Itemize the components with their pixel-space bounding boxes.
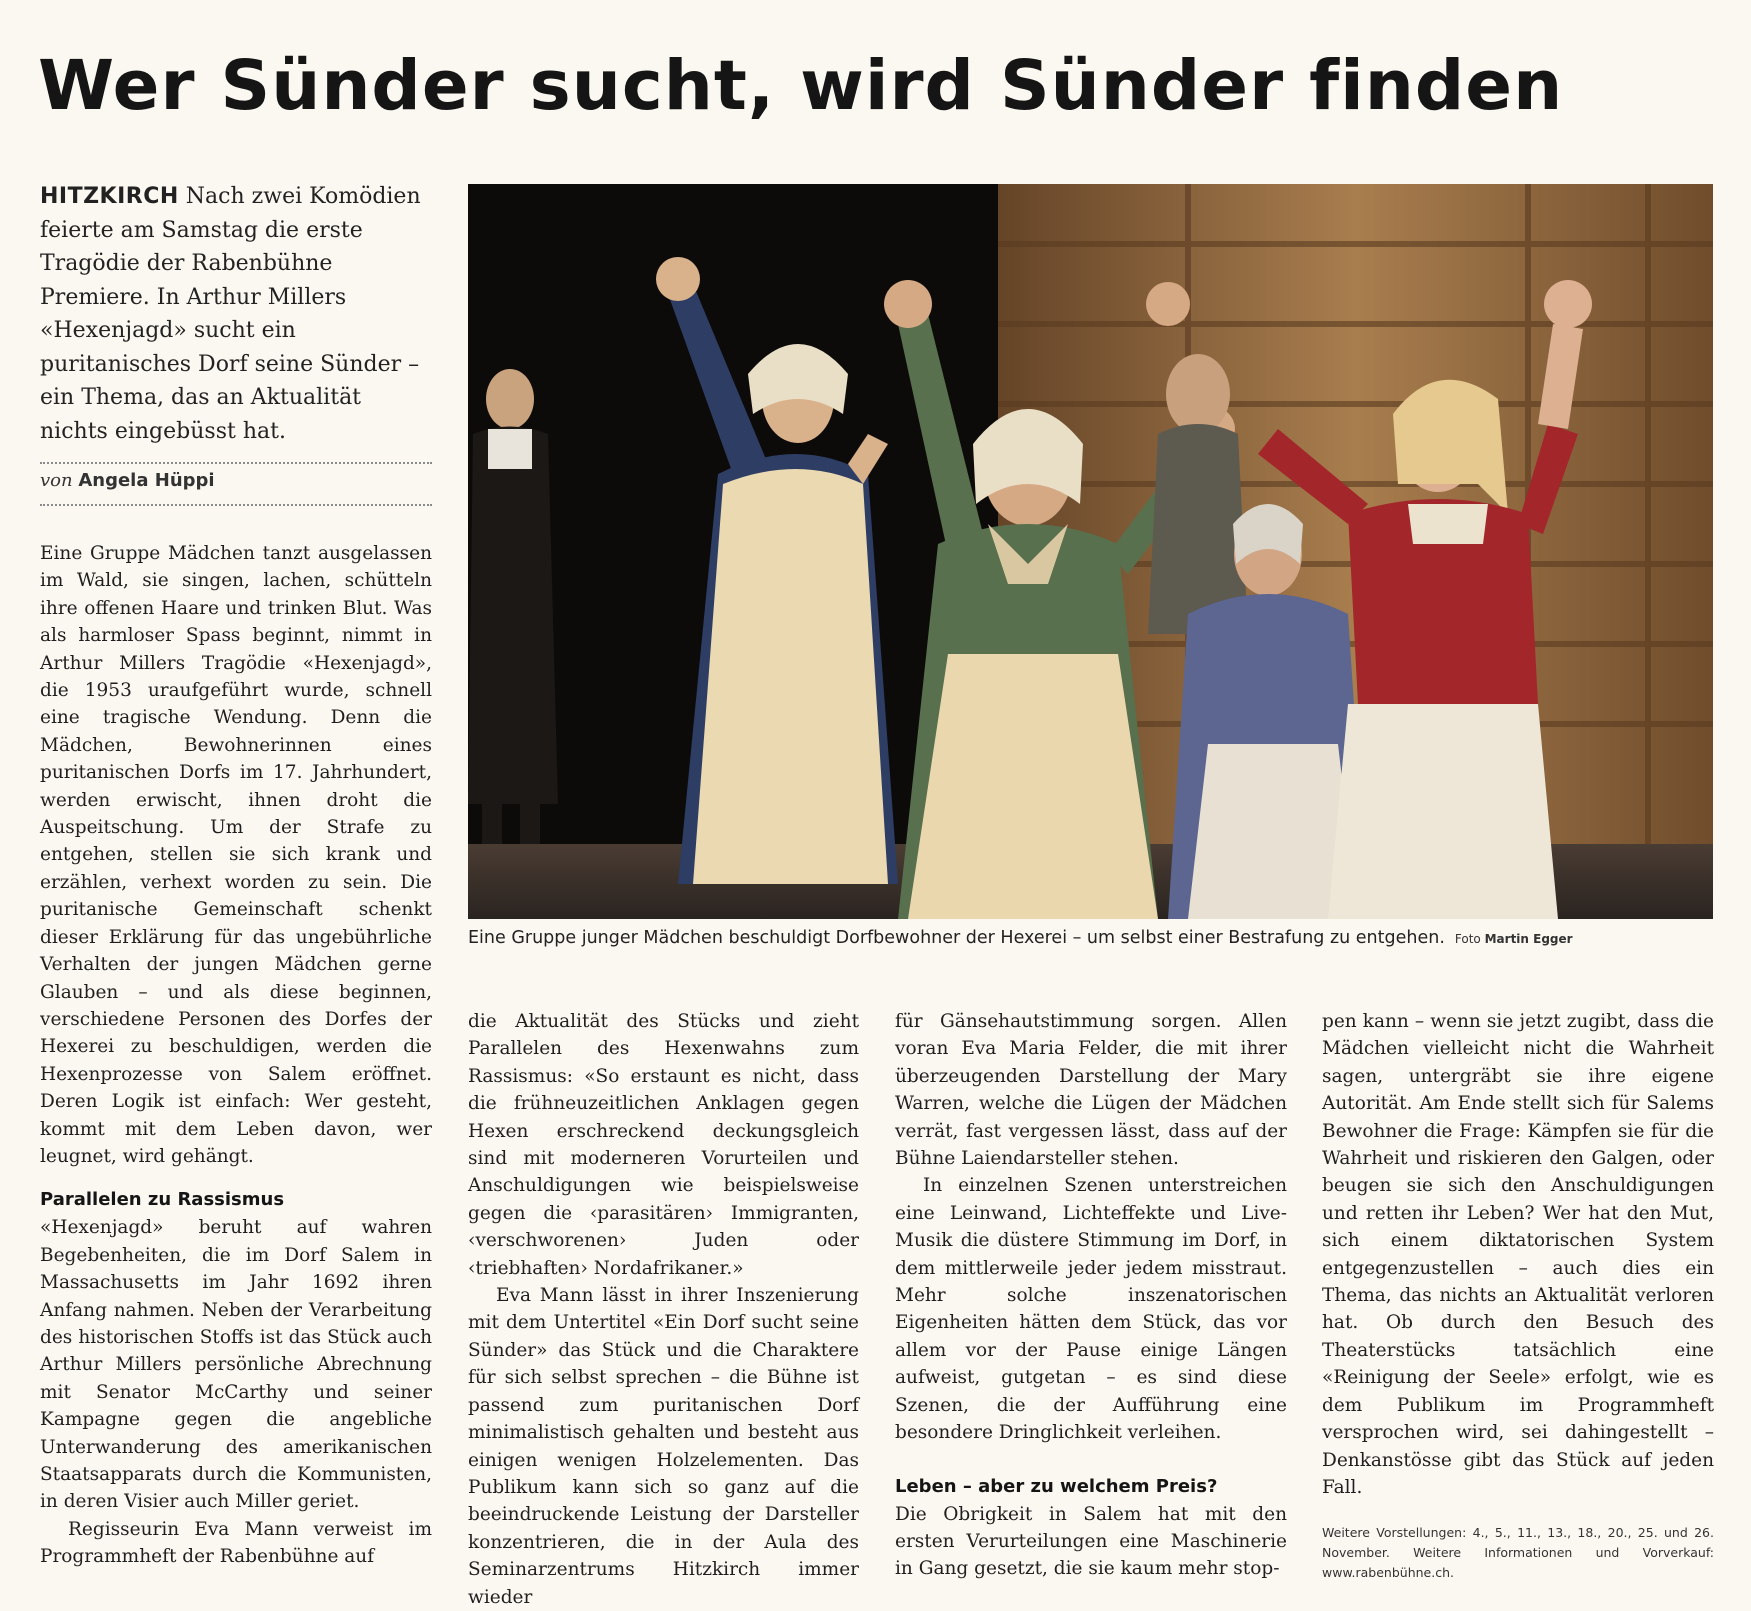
- body-paragraph: Eine Gruppe Mädchen tanzt ausgelassen im Wald, sie singen, lachen, schütteln ihre offenen Haare und trinken Blut. Was als harmloser Spass beginnt, nimmt in Arthur Millers Tragödie «Hexenjagd», die 1953 uraufgeführt wurde, schnell eine tragische Wendung. Denn die Mädchen, Bewohnerinnen eines puritanischen Dorfs im 17. Jahrhundert, werden erwischt, ihnen droht die Auspeitschung. Um der Strafe zu entgehen, stellen sie sich krank und erzählen, verhext worden zu sein. Die puritanische Gemeinschaft schenkt dieser Erklärung für das ungebührliche Verhalten der jungen Mädchen gerne Glauben – und als diese beginnen, verschiedene Personen des Dorfes der Hexerei zu beschuldigen, werden die Hexenprozesse von Salem eröffnet. Deren Logik ist einfach: Wer gesteht, kommt mit dem Leben davon, wer leugnet, wird gehängt.: [40, 543, 432, 1167]
- article-photo: [468, 184, 1713, 919]
- caption-text: Eine Gruppe junger Mädchen beschuldigt Dorfbewohner der Hexerei – um selbst einer Bestrafung zu entgehen.: [468, 928, 1445, 948]
- body-paragraph: Eva Mann lässt in ihrer Inszenierung mit dem Untertitel «Ein Dorf sucht seine Sünder» das Stück und die Charaktere für sich selbst sprechen – die Bühne ist passend zum puritanischen Dorf minimalistisch gehalten und besteht aus einigen wenigen Holzelementen. Das Publikum kann sich so ganz auf die beeindruckende Leistung der Darsteller konzentrieren, die in der Aula des Seminarzentrums Hitzkirch immer wieder: [468, 1285, 859, 1608]
- body-column-2: [468, 1008, 859, 1611]
- byline-bottom-rule: [40, 504, 432, 506]
- article-lead: [40, 180, 432, 448]
- body-paragraph: pen kann – wenn sie jetzt zugibt, dass die Mädchen vielleicht nicht die Wahrheit sagen, untergräbt sie ihre eigene Autorität. Am Ende stellt sich für Salems Bewohner die Frage: Kämpfen sie für die Wahrheit und riskieren den Galgen, oder beugen sie sich den Anschuldigungen und retten ihr Leben? Wer hat den Mut, sich einem diktatorischen System entgegenzustellen – auch dies ein Thema, das nichts an Aktualität verloren hat. Ob durch den Besuch des Theaterstücks tatsächlich eine «Reinigung der Seele» erfolgt, wie es dem Publikum im Programmheft versprochen wird, sei dahingestellt – Denkanstösse gibt das Stück auf jeden Fall.: [1322, 1011, 1714, 1498]
- subheading: Parallelen zu Rassismus: [40, 1189, 285, 1211]
- body-paragraph: Die Obrigkeit in Salem hat mit den ersten Verurteilungen eine Maschinerie in Gang gesetzt, die sie kaum mehr stop-: [895, 1503, 1287, 1580]
- photo-credit-name: Martin Egger: [1484, 932, 1573, 946]
- headline: Wer Sünder sucht, wird Sünder finden: [38, 46, 1564, 126]
- byline-prefix: von: [40, 470, 73, 491]
- body-column-1: [40, 540, 432, 1571]
- lead-text: Nach zwei Komödien feierte am Samstag die erste Tragödie der Rabenbühne Premiere. In Arthur Millers «Hexenjagd» sucht ein puritanisches Dorf seine Sünder – ein Thema, das an Aktualität nichts eingebüsst hat.: [40, 184, 421, 444]
- byline-author: Angela Hüppi: [78, 470, 215, 491]
- byline-top-rule: [40, 462, 432, 464]
- subheading: Leben – aber zu welchem Preis?: [895, 1475, 1218, 1497]
- body-paragraph: Regisseurin Eva Mann verweist im Programmheft der Rabenbühne auf: [40, 1518, 432, 1568]
- body-paragraph: «Hexenjagd» beruht auf wahren Begebenheiten, die im Dorf Salem in Massachusetts im Jahr 1692 ihren Anfang nahmen. Neben der Verarbeitung des historischen Stoffs ist das Stück auch Arthur Millers persönliche Abrechnung mit Senator McCarthy und seiner Kampagne gegen die angebliche Unterwanderung des amerikanischen Staatsapparats durch die Kommunisten, in deren Visier auch Miller geriet.: [40, 1217, 432, 1513]
- dateline-place: HITZKIRCH: [40, 184, 179, 209]
- body-column-3: [895, 1008, 1287, 1583]
- photo-credit: [1455, 932, 1573, 946]
- performance-info: Weitere Vorstellungen: 4., 5., 11., 13., 18., 20., 25. und 26. November. Weitere Informationen und Vorverkauf: www.rabenbühne.ch.: [1322, 1525, 1714, 1580]
- photo-credit-prefix: Foto: [1454, 932, 1481, 946]
- body-paragraph: die Aktualität des Stücks und zieht Parallelen des Hexenwahns zum Rassismus: «So erstaunt es nicht, dass die frühneuzeitlichen Anklagen gegen Hexen erschreckend deckungsgleich sind mit moderneren Vorurteilen und Anschuldigungen wie beispielsweise gegen die ‹parasitären› Immigranten, ‹verschworenen› Juden oder ‹triebhaften› Nordafrikaner.»: [468, 1011, 859, 1279]
- body-column-4: [1322, 1008, 1714, 1501]
- byline: [40, 470, 215, 491]
- photo-caption: [468, 928, 1718, 948]
- body-paragraph: für Gänsehautstimmung sorgen. Allen voran Eva Maria Felder, die mit ihrer überzeugenden Darstellung der Mary Warren, welche die Lügen der Mädchen verrät, fast vergessen lässt, dass auf der Bühne Laiendarsteller stehen.: [895, 1011, 1287, 1170]
- body-paragraph: In einzelnen Szenen unterstreichen eine Leinwand, Lichteffekte und Live-Musik die düstere Stimmung im Dorf, in dem mittlerweile jeder jedem misstraut. Mehr solche inszenatorischen Eigenheiten hätten dem Stück, das vor allem vor der Pause einige Längen aufweist, gutgetan – es sind diese Szenen, die der Aufführung eine besondere Dringlichkeit verleihen.: [895, 1175, 1287, 1444]
